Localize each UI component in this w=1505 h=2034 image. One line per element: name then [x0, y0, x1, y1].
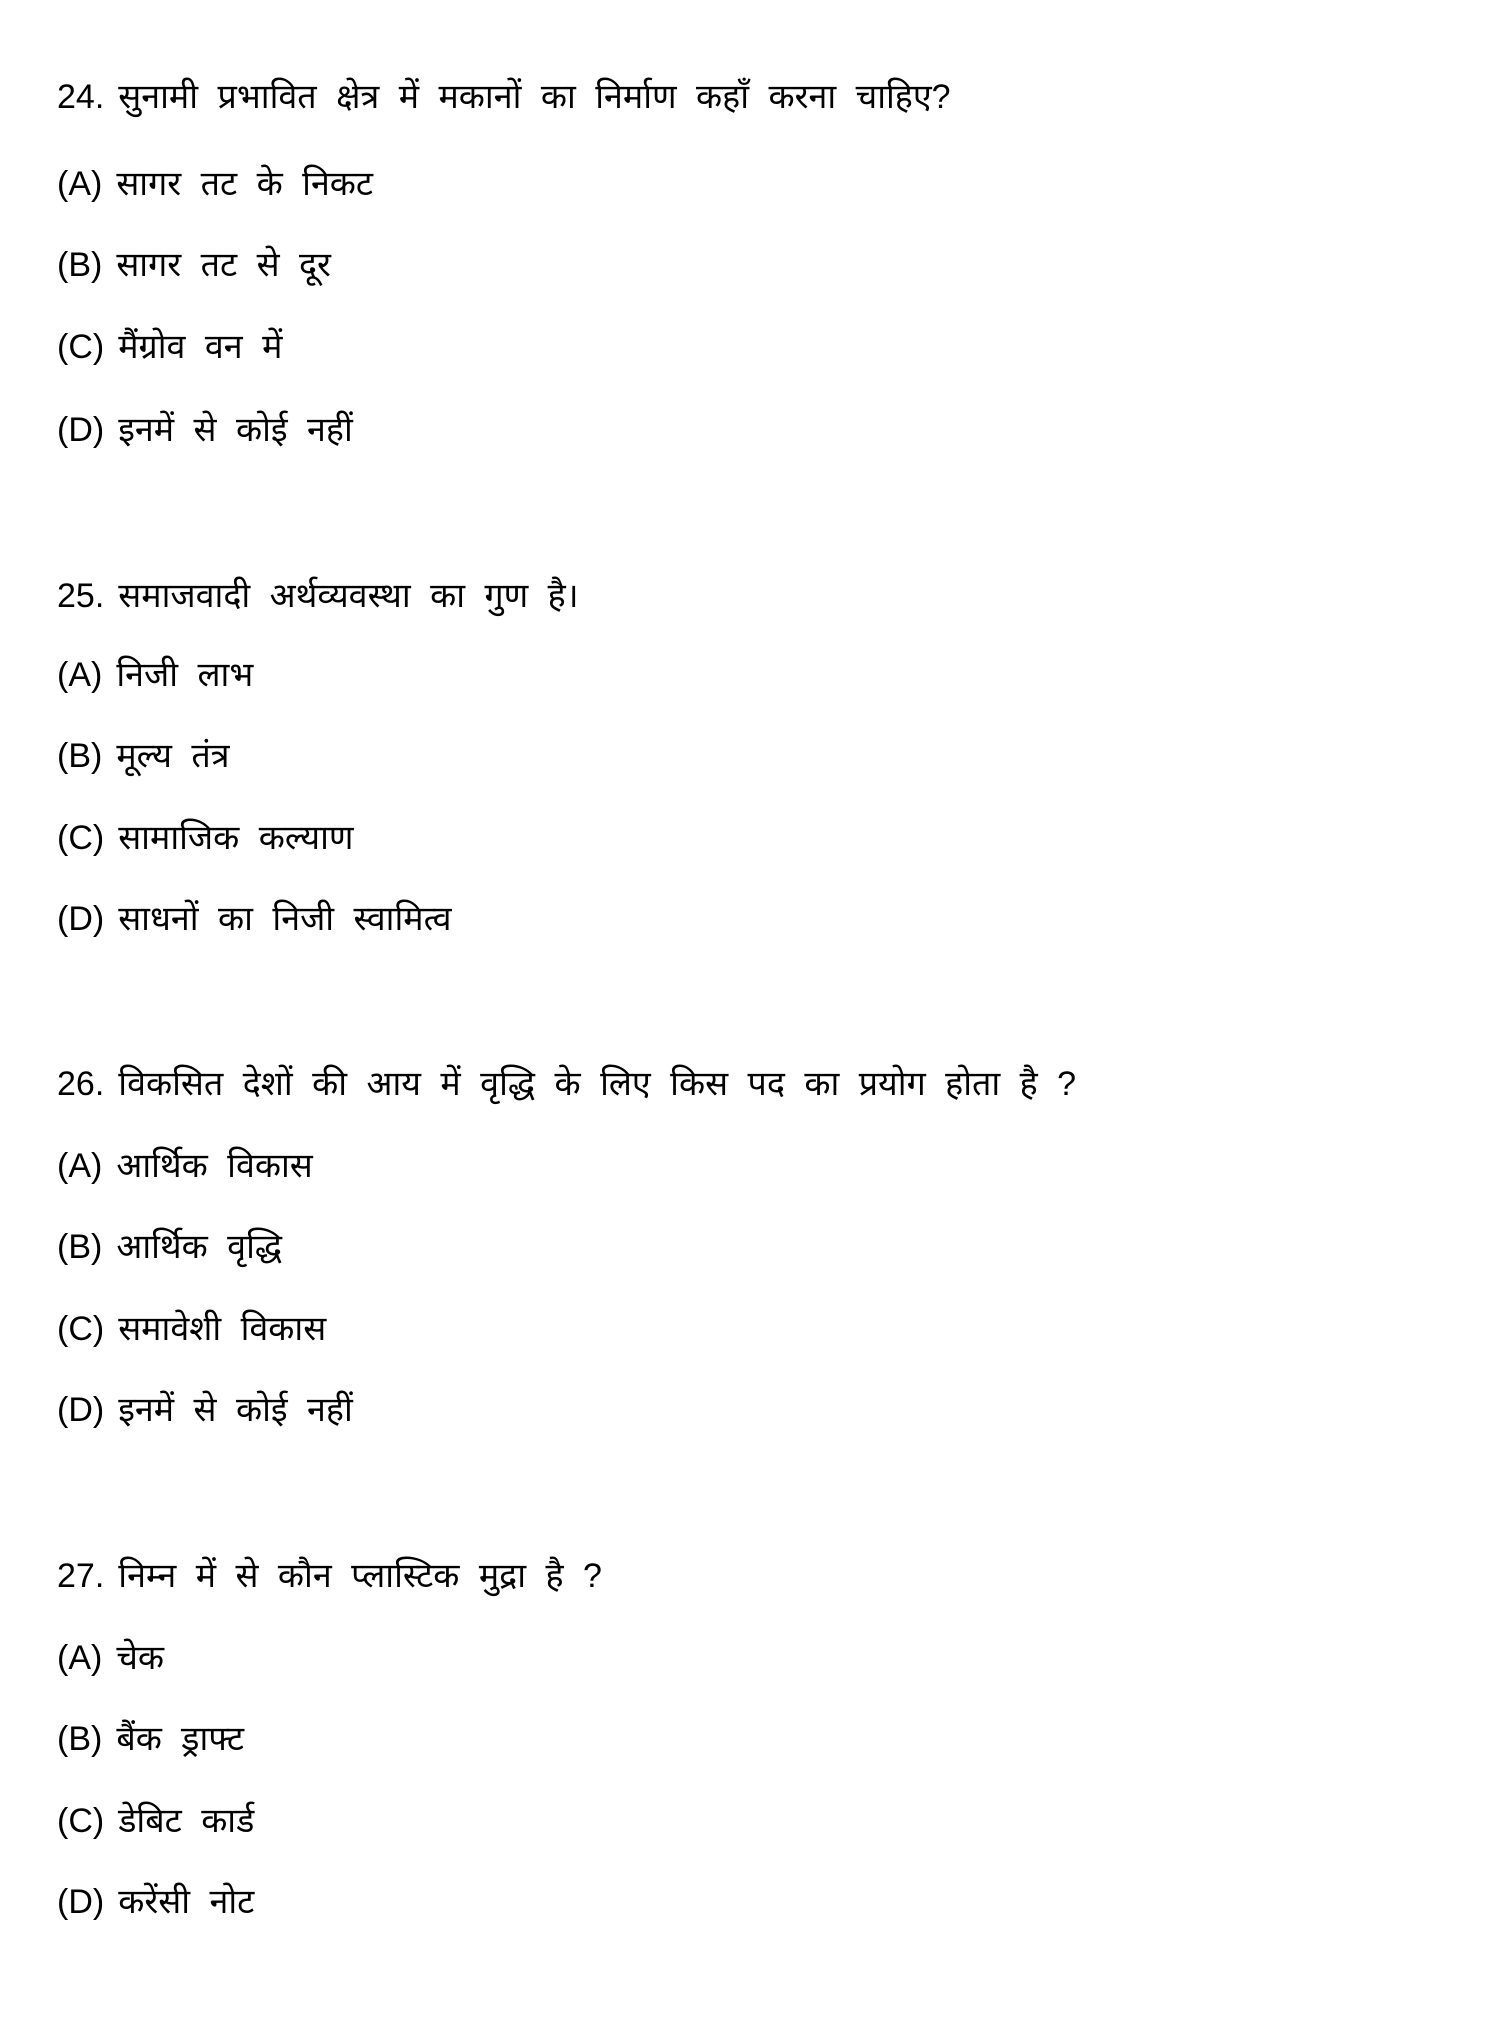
option-label: (D) [57, 900, 105, 938]
option-24-d [57, 405, 353, 455]
option-26-c [57, 1304, 326, 1354]
question-text: विकसित देशों की आय में वृद्धि के लिए किस पद का प्रयोग होता है ? [118, 1065, 1077, 1103]
option-27-d [57, 1877, 254, 1927]
option-label: (A) [57, 1147, 103, 1185]
option-label: (C) [57, 1310, 105, 1348]
option-text: आर्थिक विकास [116, 1147, 313, 1185]
option-text: समावेशी विकास [118, 1310, 327, 1348]
option-25-b [57, 731, 230, 781]
option-label: (B) [57, 1720, 103, 1758]
option-label: (D) [57, 411, 105, 449]
option-label: (A) [57, 1639, 103, 1677]
option-25-d [57, 894, 452, 944]
option-text: साधनों का निजी स्वामित्व [118, 900, 452, 938]
option-26-d [57, 1385, 353, 1435]
option-label: (A) [57, 165, 103, 203]
option-label: (B) [57, 1228, 103, 1266]
question-text: निम्न में से कौन प्लास्टिक मुद्रा है ? [118, 1557, 602, 1595]
option-27-a [57, 1633, 164, 1683]
option-label: (D) [57, 1883, 105, 1921]
option-24-a [57, 159, 373, 209]
option-text: मूल्य तंत्र [116, 737, 230, 775]
question-number: 24. [57, 78, 105, 116]
option-text: करेंसी नोट [118, 1883, 255, 1921]
option-label: (C) [57, 1802, 105, 1840]
option-25-c [57, 813, 353, 863]
option-text: निजी लाभ [116, 656, 254, 694]
option-text: सामाजिक कल्याण [118, 819, 354, 857]
option-text: इनमें से कोई नहीं [118, 1391, 353, 1429]
question-number: 27. [57, 1557, 105, 1595]
question-text: सुनामी प्रभावित क्षेत्र में मकानों का निर्माण कहाँ करना चाहिए? [118, 78, 951, 116]
option-24-b [57, 240, 331, 290]
option-26-b [57, 1222, 282, 1272]
option-text: सागर तट से दूर [116, 246, 331, 284]
question-24 [57, 72, 951, 122]
option-label: (C) [57, 819, 105, 857]
option-text: आर्थिक वृद्धि [116, 1228, 283, 1266]
question-25 [57, 571, 579, 621]
option-text: चेक [116, 1639, 165, 1677]
question-27 [57, 1551, 602, 1601]
option-label: (B) [57, 737, 103, 775]
option-24-c [57, 322, 282, 372]
option-text: मैंग्रोव वन में [118, 328, 283, 366]
option-26-a [57, 1141, 313, 1191]
option-text: बैंक ड्राफ्ट [116, 1720, 245, 1758]
option-text: सागर तट के निकट [116, 165, 374, 203]
question-number: 25. [57, 577, 105, 615]
question-26 [57, 1059, 1076, 1109]
option-label: (D) [57, 1391, 105, 1429]
option-25-a [57, 650, 253, 700]
option-label: (C) [57, 328, 105, 366]
option-label: (B) [57, 246, 103, 284]
question-number: 26. [57, 1065, 105, 1103]
option-label: (A) [57, 656, 103, 694]
option-text: इनमें से कोई नहीं [118, 411, 353, 449]
option-text: डेबिट कार्ड [118, 1802, 255, 1840]
option-27-b [57, 1714, 244, 1764]
option-27-c [57, 1796, 254, 1846]
question-text: समाजवादी अर्थव्यवस्था का गुण है। [118, 577, 579, 615]
